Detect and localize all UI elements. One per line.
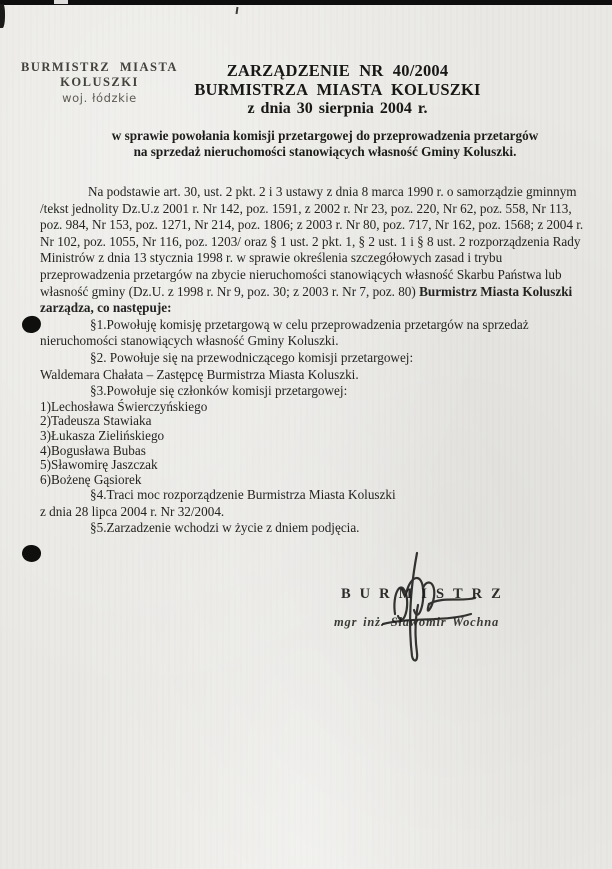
scan-edge-smudge — [0, 4, 5, 28]
scan-edge-artifact-top — [0, 0, 612, 5]
section-2: §2. Powołuje się na przewodniczącego komisji przetargowej: — [90, 349, 414, 365]
section-2-chairman-name: Waldemara Chałata – Zastępcę Burmistrza Miasta Koluszki. — [40, 366, 359, 382]
committee-members-list — [40, 400, 585, 488]
hole-punch-mark-top — [21, 315, 42, 334]
section-4-line-2: z dnia 28 lipca 2004 r. Nr 32/2004. — [40, 503, 225, 519]
stamp-line-3: woj. łódzkie — [62, 91, 137, 105]
list-item: 6)Bożenę Gąsiorek — [40, 471, 142, 487]
signatory-name: mgr inż. Sławomir Wochna — [334, 615, 500, 629]
list-item: 4)Bogusława Bubas — [40, 442, 146, 458]
subject-line-2: na sprzedaż nieruchomości stanowiących własność Gminy Koluszki. — [133, 144, 517, 160]
legal-basis-paragraph — [40, 184, 585, 317]
signature-role-title: BURMISTRZ — [341, 586, 510, 602]
document-title — [170, 62, 505, 118]
legal-basis-text: Na podstawie art. 30, ust. 2 pkt. 2 i 3 ustawy z dnia 8 marca 1990 r. o samorządzie gminnym /tekst jednolity Dz.U.z 2001 r. Nr 142, poz. 1591, z 2002 r. Nr 23, poz. 220, Nr 62, poz. 558, Nr 113, poz. 984, Nr 153, poz. 1271, Nr 214, poz. 1806; z 2003 r. Nr 80, poz. 717, Nr 162, poz. 1568; z 2004 r. Nr 102, poz. 1055, Nr 116, poz. 1203/ oraz § 1 ust. 2 pkt. 1, § 2 ust. 1 i § 8 ust. 2 rozporządzenia Rady Ministrów z dnia 13 stycznia 1998 r. w sprawie określenia szczegółowych zasad i trybu przeprowadzenia przetargów na zbycie nieruchomości stanowiących własność Skarbu Państwa lub własność gminy (Dz.U. z 1998 r. Nr 9, poz. 30; z 2003 r. Nr 7, poz. 80) — [40, 184, 584, 299]
stamp-line-2: KOLUSZKI — [60, 75, 139, 89]
section-1: §1.Powołuję komisję przetargową w celu przeprowadzenia przetargów na sprzedaż nieruchomości stanowiących własność Gminy Koluszki. — [40, 316, 529, 349]
list-item: 3)Łukasza Zielińskiego — [40, 427, 165, 443]
section-5: §5.Zarzadzenie wchodzi w życie z dniem podjęcia. — [90, 520, 360, 536]
section-4-line-1: §4.Traci moc rozporządzenie Burmistrza Miasta Koluszki — [90, 487, 396, 503]
title-line-1: ZARZĄDZENIE NR 40/2004 — [226, 61, 449, 80]
subject-line-1: w sprawie powołania komisji przetargowej do przeprowadzenia przetargów — [111, 128, 539, 143]
letterhead-stamp — [12, 60, 187, 106]
title-line-3: z dnia 30 sierpnia 2004 r. — [247, 100, 428, 117]
list-item: 5)Sławomirę Jaszczak — [40, 457, 158, 473]
document-body — [40, 184, 585, 537]
scan-edge-notch — [54, 0, 68, 4]
section-3: §3.Powołuje się członków komisji przetargowej: — [90, 383, 348, 399]
scan-speck — [236, 7, 239, 14]
handwritten-signature — [365, 550, 490, 668]
list-item: 1)Lechosława Świerczyńskiego — [40, 398, 208, 414]
stamp-line-1: BURMISTRZ MIASTA — [21, 60, 178, 74]
hole-punch-mark-bottom — [21, 544, 42, 563]
document-subject — [85, 128, 565, 160]
legal-basis-bold: Burmistrz Miasta Koluszki zarządza, co następuje: — [40, 283, 573, 316]
list-item: 2)Tadeusza Stawiaka — [40, 413, 152, 429]
title-line-2: BURMISTRZA MIASTA KOLUSZKI — [194, 79, 481, 99]
